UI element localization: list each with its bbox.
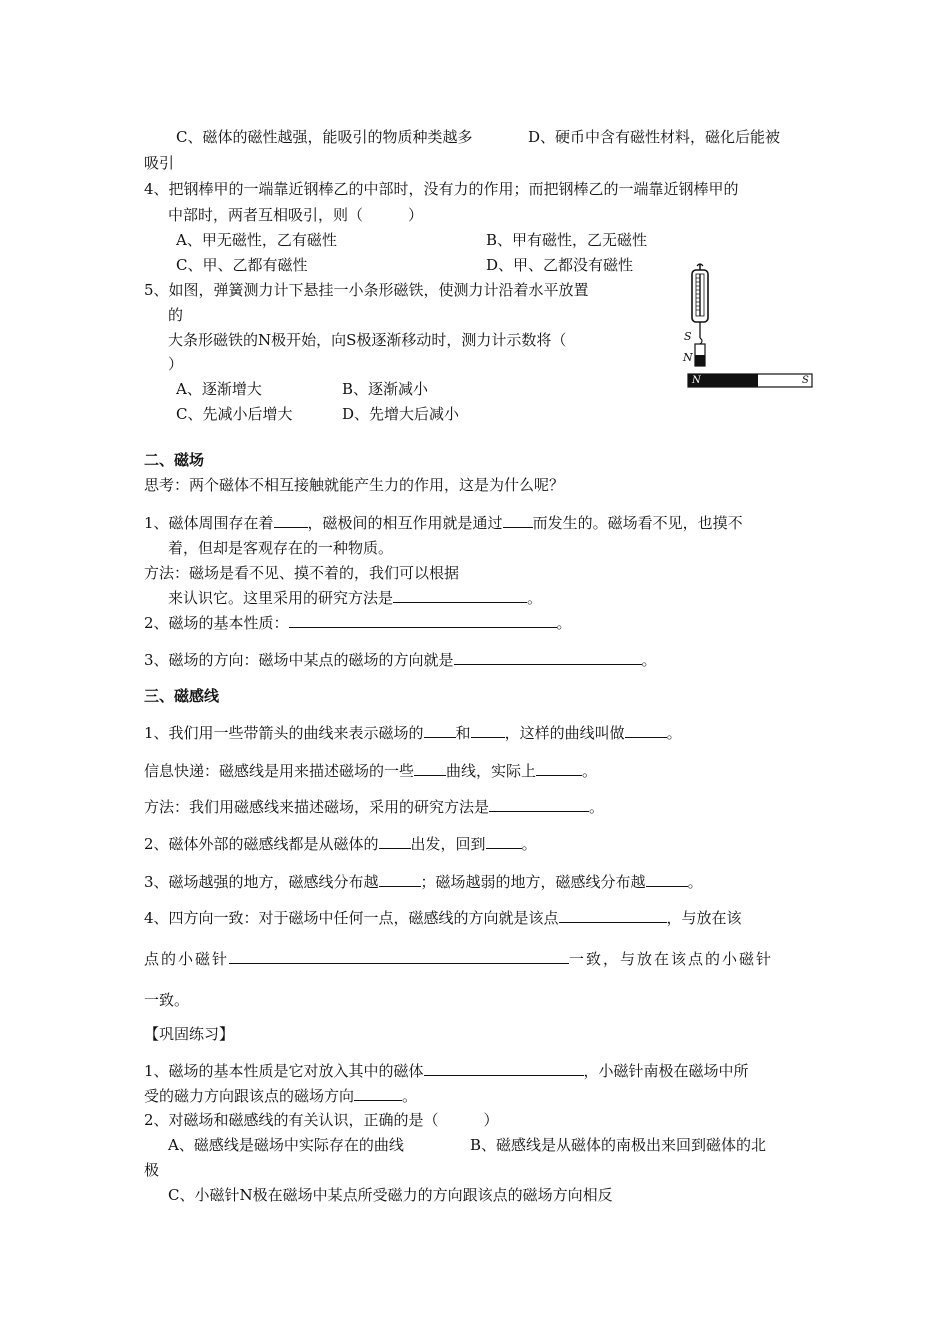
s3-p3-b: ；磁场越弱的地方，磁感线分布越 bbox=[420, 873, 646, 891]
blank[interactable] bbox=[471, 722, 505, 738]
section-2-p3 bbox=[144, 649, 657, 670]
q5-stem: 5、如图，弹簧测力计下悬挂一小条形磁铁，使测力计沿着水平放置 bbox=[144, 281, 589, 299]
section-3-p2 bbox=[144, 833, 537, 854]
section-3-p1 bbox=[144, 722, 682, 743]
practice-q2-option-a: A、磁感线是磁场中实际存在的曲线 bbox=[168, 1136, 404, 1154]
section-3-p3 bbox=[144, 871, 703, 892]
p1-text-a: 1、磁体周围存在着 bbox=[144, 514, 274, 532]
pq1-a: 1、磁场的基本性质是它对放入其中的磁体 bbox=[144, 1062, 424, 1080]
practice-q2-option-c: C、小磁针N极在磁场中某点所受磁力的方向跟该点的磁场方向相反 bbox=[168, 1186, 613, 1204]
blank[interactable] bbox=[536, 760, 582, 776]
method-text: 来认识它。这里采用的研究方法是 bbox=[168, 589, 394, 607]
blank[interactable] bbox=[229, 948, 569, 964]
s3-method-b: 。 bbox=[589, 798, 605, 816]
practice-q1-cont bbox=[144, 1085, 417, 1106]
info-c: 。 bbox=[582, 762, 598, 780]
practice-q2-option-b-cont: 极 bbox=[144, 1161, 160, 1179]
s3-p4-d: 一致，与放在该点的小磁针 bbox=[569, 950, 774, 968]
p3-text: 3、磁场的方向：磁场中某点的磁场的方向就是 bbox=[144, 651, 454, 669]
q4-option-b: B、甲有磁性，乙无磁性 bbox=[486, 231, 648, 249]
practice-q2: 2、对磁场和磁感线的有关认识，正确的是（ ） bbox=[144, 1111, 499, 1129]
q5-option-a: A、逐渐增大 bbox=[176, 380, 262, 398]
pq1-b: ，小磁针南极在磁场中所 bbox=[583, 1062, 749, 1080]
blank[interactable] bbox=[414, 760, 446, 776]
section-2-title: 二、磁场 bbox=[144, 451, 205, 469]
section-2-p2 bbox=[144, 612, 572, 633]
q3-option-d: D、硬币中含有磁性材料，磁化后能被 bbox=[528, 128, 781, 146]
big-magnet-s-label: S bbox=[802, 375, 809, 386]
s3-p2-a: 2、磁体外部的磁感线都是从磁体的 bbox=[144, 835, 379, 853]
s3-p3-a: 3、磁场越强的地方，磁感线分布越 bbox=[144, 873, 379, 891]
section-2-method: 方法：磁场是看不见、摸不着的，我们可以根据 bbox=[144, 564, 460, 582]
q5-stem-line3: 大条形磁铁的N极开始，向S极逐渐移动时，测力计示数将（ bbox=[168, 331, 567, 349]
pq1-c: 受的磁力方向跟该点的磁场方向 bbox=[144, 1087, 355, 1105]
q4-stem-cont: 中部时，两者互相吸引，则（ ） bbox=[168, 206, 424, 224]
method-end: 。 bbox=[527, 589, 543, 607]
blank[interactable] bbox=[379, 871, 421, 887]
section-2-think: 思考：两个磁体不相互接触就能产生力的作用，这是为什么呢？ bbox=[144, 476, 565, 494]
blank[interactable] bbox=[424, 722, 456, 738]
section-2-p1-cont: 着，但却是客观存在的一种物质。 bbox=[168, 539, 394, 557]
q3-option-c: C、磁体的磁性越强，能吸引的物质种类越多 bbox=[176, 128, 473, 146]
q5-option-b: B、逐渐减小 bbox=[342, 380, 429, 398]
q5-option-c: C、先减小后增大 bbox=[176, 405, 293, 423]
blank[interactable] bbox=[559, 907, 667, 923]
blank[interactable] bbox=[646, 871, 688, 887]
info-a: 信息快递：磁感线是用来描述磁场的一些 bbox=[144, 762, 415, 780]
practice-title: 【巩固练习】 bbox=[144, 1025, 235, 1043]
q4-option-c: C、甲、乙都有磁性 bbox=[176, 256, 308, 274]
s3-p2-b: 出发，回到 bbox=[410, 835, 486, 853]
small-magnet-s-label: S bbox=[684, 330, 692, 343]
s3-p1-b: 和 bbox=[455, 724, 471, 742]
blank[interactable] bbox=[489, 796, 589, 812]
p3-end: 。 bbox=[641, 651, 657, 669]
q4-option-d: D、甲、乙都没有磁性 bbox=[486, 256, 634, 274]
big-magnet-n-label: N bbox=[692, 375, 701, 386]
small-magnet-n-label: N bbox=[683, 351, 693, 364]
q4-stem: 4、把钢棒甲的一端靠近钢棒乙的中部时，没有力的作用；而把钢棒乙的一端靠近钢棒甲的 bbox=[144, 180, 739, 198]
blank[interactable] bbox=[486, 833, 522, 849]
q4-option-a: A、甲无磁性，乙有磁性 bbox=[176, 231, 337, 249]
blank[interactable] bbox=[393, 587, 527, 603]
blank[interactable] bbox=[379, 833, 411, 849]
pq1-d: 。 bbox=[402, 1087, 418, 1105]
section-3-p4-end: 一致。 bbox=[144, 991, 190, 1009]
section-3-p4 bbox=[144, 907, 742, 928]
info-b: 曲线，实际上 bbox=[446, 762, 537, 780]
p2-end: 。 bbox=[556, 614, 572, 632]
p1-text-c: 而发生的。磁场看不见，也摸不 bbox=[532, 514, 743, 532]
s3-p1-d: 。 bbox=[666, 724, 682, 742]
blank[interactable] bbox=[503, 512, 533, 528]
section-2-p1 bbox=[144, 512, 743, 533]
s3-p4-b: ，与放在该 bbox=[666, 909, 742, 927]
s3-p1-a: 1、我们用一些带箭头的曲线来表示磁场的 bbox=[144, 724, 424, 742]
section-3-info bbox=[144, 760, 597, 781]
p1-text-b: ，磁极间的相互作用就是通过 bbox=[307, 514, 503, 532]
q3-option-d-cont: 吸引 bbox=[144, 154, 175, 172]
blank[interactable] bbox=[274, 512, 308, 528]
section-3-method bbox=[144, 796, 604, 817]
practice-q1 bbox=[144, 1060, 749, 1081]
p2-text: 2、磁场的基本性质： bbox=[144, 614, 289, 632]
blank[interactable] bbox=[424, 1060, 584, 1076]
q5-option-d: D、先增大后减小 bbox=[342, 405, 460, 423]
blank[interactable] bbox=[354, 1085, 402, 1101]
section-3-title: 三、磁感线 bbox=[144, 687, 220, 705]
blank[interactable] bbox=[289, 612, 557, 628]
blank[interactable] bbox=[625, 722, 667, 738]
s3-method-a: 方法：我们用磁感线来描述磁场，采用的研究方法是 bbox=[144, 798, 490, 816]
blank[interactable] bbox=[454, 649, 642, 665]
practice-q2-option-b: B、磁感线是从磁体的南极出来回到磁体的北 bbox=[470, 1136, 767, 1154]
s3-p4-a: 4、四方向一致：对于磁场中任何一点，磁感线的方向就是该点 bbox=[144, 909, 559, 927]
s3-p4-c: 点的小磁针 bbox=[144, 950, 230, 968]
spring-scale-figure bbox=[678, 262, 818, 392]
s3-p1-c: ，这样的曲线叫做 bbox=[504, 724, 625, 742]
section-2-method-cont bbox=[168, 587, 542, 608]
q5-stem-line4: ） bbox=[168, 355, 184, 373]
s3-p3-c: 。 bbox=[687, 873, 703, 891]
q5-stem-cont: 的 bbox=[168, 306, 184, 324]
section-3-p4-cont bbox=[144, 948, 773, 969]
q5-figure bbox=[678, 262, 818, 392]
s3-p2-c: 。 bbox=[521, 835, 537, 853]
